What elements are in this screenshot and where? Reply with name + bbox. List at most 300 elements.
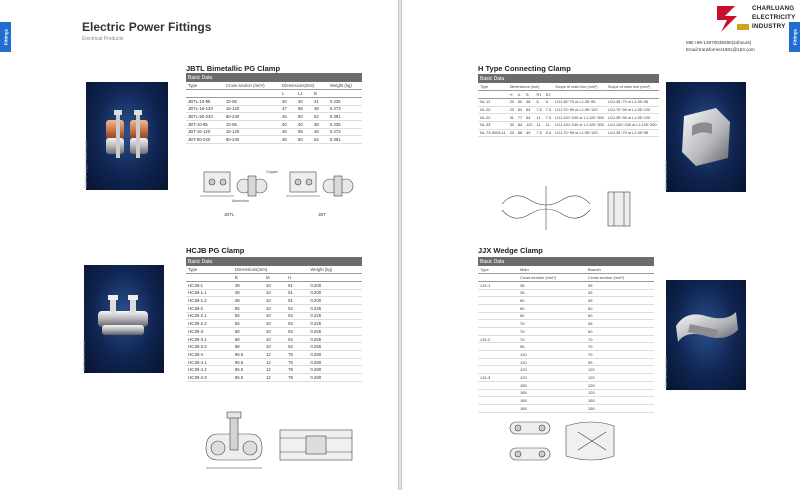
h-type-table-row-cell: 23 <box>509 130 514 135</box>
jbtl-table-row-cell: 40 <box>280 120 296 128</box>
hcjb-table-row-cell: 0.200 <box>308 297 362 305</box>
contact-phone: MB:+86-13970039280(24hours) <box>686 40 752 45</box>
hcjb-table-row-cell: 0.255 <box>308 343 362 351</box>
page-subtitle: Electrical Products <box>82 36 124 42</box>
hcjb-table-row-cell: 0.255 <box>308 335 362 343</box>
hcjb-table-row-cell: HCJB-1.1 <box>186 289 233 297</box>
jbtl-col-weight: Weight (kg) <box>328 82 362 90</box>
h-type-table-row-cell: LGJ-70~95 or LJ-95~120 <box>553 106 606 114</box>
h-type-table-row-cell: 11 <box>535 114 544 122</box>
jjx-table-row-cell: 120 <box>518 351 586 359</box>
jbtl-table-row-cell: 48 <box>312 128 328 136</box>
jbtl-spec-table <box>186 73 362 144</box>
jbtl-table-row-cell: 38 <box>312 120 328 128</box>
jjx-table-row <box>478 320 654 328</box>
h-type-col-branch: Scope of main line (mm²) <box>606 83 659 91</box>
h-type-table-row-cell: 77 <box>517 115 523 120</box>
hcjb-table-row <box>186 312 362 320</box>
jbtl-table-row-cell: 45 <box>280 113 296 121</box>
jjx-table-row <box>478 312 654 320</box>
jjx-clamp-image <box>666 280 746 390</box>
jjx-table-row-cell: 50 <box>518 312 586 320</box>
jjx-table-row <box>478 304 654 312</box>
h-type-sub-r1: R1 <box>535 91 544 99</box>
jbtl-sub-l1: L1 <box>296 90 312 98</box>
jjx-technical-drawing <box>502 412 652 478</box>
hcjb-table-row-cell: 86.5 <box>233 358 264 366</box>
jjx-table-row <box>478 343 654 351</box>
h-type-table-row-cell: 11 <box>535 121 544 129</box>
jjx-table-row <box>478 351 654 359</box>
jjx-table-row-cell: 50 <box>518 297 586 305</box>
jbtl-table-row-cell: 0.235 <box>328 97 362 105</box>
jbtl-table-row <box>186 136 362 144</box>
hcjb-table-row-cell: 75 <box>286 358 308 366</box>
jbtl-table-row-cell: 40 <box>280 97 296 105</box>
h-type-table-row-cell: 11 <box>544 121 553 129</box>
hcjb-sub-b: B <box>233 274 264 282</box>
hcjb-product-photo <box>84 265 164 373</box>
hcjb-table-row-cell: 75 <box>286 374 308 382</box>
jbtl-table-row-cell: 48 <box>312 105 328 113</box>
hcjb-table-row-cell: 10 <box>264 328 286 336</box>
jjx-table-row-cell: 150 <box>586 404 654 412</box>
jjx-basic-data-header: Basic Data <box>478 257 654 266</box>
h-type-table-row <box>478 121 659 129</box>
hcjb-table-row-cell: 10 <box>264 320 286 328</box>
hcjb-table-row-cell: 75 <box>286 366 308 374</box>
hcjb-table-row-cell: 0.280 <box>308 351 362 359</box>
jjx-table-row-cell <box>478 312 518 320</box>
jbtl-col-dimensions: Dimensions(mm) <box>280 82 328 90</box>
jbtl-rows <box>186 97 362 143</box>
h-type-table-row-cell: 49 <box>524 129 534 137</box>
hcjb-table-row <box>186 374 362 382</box>
jjx-table-row-cell: 95 <box>518 343 586 351</box>
jjx-table-row-cell <box>478 404 518 412</box>
side-tab-label: Fittings <box>3 28 8 46</box>
jjx-table-row-cell: 35 <box>586 289 654 297</box>
hcjb-table-row-cell: HCJB-1 <box>186 281 233 289</box>
hcjb-table-row-cell: 86.5 <box>233 351 264 359</box>
hcjb-table-row-cell: 48 <box>233 281 264 289</box>
h-type-table-row-cell: 48 <box>524 98 534 106</box>
h-type-sub-a: A <box>516 91 524 99</box>
right-page <box>402 0 800 490</box>
jbtl-table-row-cell: 60 <box>296 136 312 144</box>
jjx-table-row-cell: 150 <box>586 397 654 405</box>
hcjb-table-row-cell: 58 <box>233 328 264 336</box>
jjx-table-row-cell: 35 <box>518 281 586 289</box>
brand-name <box>752 5 795 31</box>
jjx-table-row-cell <box>478 328 518 336</box>
jbtl-table-row-cell: 0.391 <box>328 136 362 144</box>
hcjb-table-row <box>186 304 362 312</box>
hcjb-table-row-cell: 58 <box>233 343 264 351</box>
h-type-col-type: Type <box>478 83 508 91</box>
h-type-rows <box>478 98 659 136</box>
h-type-table-row-cell: 6 <box>535 98 544 106</box>
jjx-table-row-cell: 185 <box>518 389 586 397</box>
jjx-table-row-cell <box>478 366 518 374</box>
hcjb-table-row-cell: 10 <box>264 312 286 320</box>
jjx-table-row-cell <box>478 397 518 405</box>
jbtl-table-row-cell: 50-240 <box>224 136 280 144</box>
h-type-table-row-cell: 50 <box>517 100 523 105</box>
h-type-table-row-cell: NL-33 <box>478 121 508 129</box>
hcjb-table-row-cell: 52 <box>286 320 308 328</box>
jbtl-photo-caption: Material: Copper & Aluminium <box>84 140 88 188</box>
contact-info <box>686 40 755 53</box>
side-tab-left <box>0 22 11 52</box>
jjx-table-row <box>478 289 654 297</box>
h-type-col-dimensions: Dimensions (mm) <box>508 83 553 91</box>
jbtl-table-row-cell: 10-95 <box>224 97 280 105</box>
jbtl-col-type: Type <box>186 82 224 90</box>
jbtl-technical-drawing <box>196 168 366 220</box>
brand-line-1: CHARLUANG <box>752 5 795 12</box>
hcjb-table-row-cell: 0.280 <box>308 374 362 382</box>
hcjb-sub-h: H <box>286 274 308 282</box>
hcjb-table-row-cell: HCJB-4 <box>186 351 233 359</box>
h-type-sub-r2: R2 <box>544 91 553 99</box>
hcjb-table-row-cell: 12 <box>264 374 286 382</box>
hcjb-table-row-cell: HCJB-2.1 <box>186 312 233 320</box>
jjx-table-row-cell: 95 <box>586 358 654 366</box>
hcjb-table-row-cell: 75 <box>286 351 308 359</box>
hcjb-table-row-cell: 48 <box>233 289 264 297</box>
h-type-table-row-cell: LGJ-35~95 or LJ-95~120 <box>606 114 659 122</box>
h-type-clamp-image <box>666 82 746 192</box>
jjx-table-row-cell <box>478 289 518 297</box>
hcjb-table-row-cell: 52 <box>286 343 308 351</box>
hcjb-table-row-cell: HCJB-2.2 <box>186 320 233 328</box>
hcjb-table-row-cell: 51 <box>286 281 308 289</box>
hcjb-table-row <box>186 358 362 366</box>
jbtl-table-row-cell: 0.391 <box>328 113 362 121</box>
jjx-photo-caption: Material: Aluminium <box>664 356 668 388</box>
hcjb-table-row <box>186 343 362 351</box>
jjx-table-row <box>478 328 654 336</box>
left-page <box>0 0 398 490</box>
jbtl-table-row-cell: 16-120 <box>224 105 280 113</box>
hcjb-table-row-cell: HCJB-4.3 <box>186 374 233 382</box>
jbtl-table-row-cell: JBTL-16-120 <box>186 105 224 113</box>
h-type-product-photo <box>666 82 746 192</box>
hcjb-clamp-image <box>84 265 164 373</box>
hcjb-table-row-cell: 55 <box>233 312 264 320</box>
jjx-table-row <box>478 374 654 382</box>
hcjb-table-row-cell: 12 <box>264 358 286 366</box>
jbtl-table-row-cell: JBT-50-240 <box>186 136 224 144</box>
hcjb-table-row-cell: 55 <box>233 304 264 312</box>
jjx-table-row-cell <box>478 381 518 389</box>
h-type-table-row <box>478 114 659 122</box>
jjx-table-row-cell <box>478 304 518 312</box>
copper-label: Copper <box>266 170 278 174</box>
jjx-table-row-cell: 35 <box>586 281 654 289</box>
hcjb-table-row <box>186 366 362 374</box>
jjx-sub-main: Cross section (mm²) <box>518 274 586 282</box>
h-type-table-row <box>478 98 659 106</box>
jjx-table-row-cell: 35 <box>586 320 654 328</box>
hcjb-table-row-cell: 86.5 <box>233 374 264 382</box>
h-type-table-row <box>478 129 659 137</box>
jbtl-sub-l: L <box>280 90 296 98</box>
jjx-table-row-cell: JJX-1 <box>478 281 518 289</box>
hcjb-table-row-cell: 12 <box>264 366 286 374</box>
h-type-table-row-cell: LGJ-120~240 or LJ-120~300 <box>555 115 604 120</box>
hcjb-table-row-cell: 10 <box>264 335 286 343</box>
jjx-table-row-cell <box>478 297 518 305</box>
hcjb-table-row-cell: 10 <box>264 297 286 305</box>
hcjb-table-row-cell: 48 <box>233 297 264 305</box>
jjx-table-row-cell: 70 <box>518 335 586 343</box>
h-type-table-row <box>478 106 659 114</box>
jjx-table-row-cell <box>478 351 518 359</box>
hcjb-table-row-cell: 0.255 <box>308 328 362 336</box>
jbtl-table-row-cell: 45 <box>280 128 296 136</box>
jbtl-table-row-cell: JBT-16-120 <box>186 128 224 136</box>
jjx-rows <box>478 281 654 412</box>
hcjb-table-row-cell: 52 <box>286 304 308 312</box>
hcjb-table-row <box>186 328 362 336</box>
hcjb-table-row-cell: 58 <box>233 335 264 343</box>
side-tab-label-right: Fittings <box>792 28 797 46</box>
hcjb-table-row-cell: 0.200 <box>308 289 362 297</box>
h-type-table-row-cell: LGJ-35~70 or LJ-35~95 <box>553 98 606 106</box>
jjx-table-row-cell: 50 <box>586 312 654 320</box>
h-type-col-main: Scope of main line (mm²) <box>553 83 606 91</box>
h-type-table-row-cell: LGJ-70~95 or LJ-95~120 <box>606 106 659 114</box>
jjx-table-row-cell: 150 <box>518 381 586 389</box>
hcjb-table-row-cell: 0.200 <box>308 281 362 289</box>
h-type-table-row-cell: 6 <box>544 98 553 106</box>
h-type-table-row-cell: 7.5 <box>545 115 552 120</box>
jjx-col-branch: Branch <box>586 266 654 274</box>
h-type-table-row-cell: NL-22 <box>478 114 508 122</box>
h-type-table-row-cell: NL-11 <box>478 98 508 106</box>
hcjb-table-row-cell: HCJB-3.2 <box>186 343 233 351</box>
hcjb-table-row-cell: 0.225 <box>308 312 362 320</box>
jbtl-table-row-cell: 10-95 <box>224 120 280 128</box>
hcjb-col-type: Type <box>186 266 233 274</box>
hcjb-table-row-cell: 10 <box>264 289 286 297</box>
jbtl-table-row-cell: 40 <box>296 120 312 128</box>
h-type-table-row-cell: 7.5 <box>536 130 542 135</box>
jbtl-title: JBTL Bimetallic PG Clamp <box>186 64 281 73</box>
jbtl-table-row-cell: 62 <box>312 136 328 144</box>
jjx-table-row-cell: 50 <box>586 328 654 336</box>
hcjb-rows <box>186 281 362 381</box>
jjx-table-row-cell: JJX-3 <box>478 374 518 382</box>
jjx-table-row-cell: 120 <box>586 374 654 382</box>
hcjb-sub-m: M <box>264 274 286 282</box>
hcjb-table-row-cell: 86.5 <box>233 366 264 374</box>
jjx-table-row <box>478 397 654 405</box>
jjx-table-row-cell: 120 <box>586 389 654 397</box>
h-type-table-row-cell: LGJ-35~70 or LJ-35~95 <box>606 129 659 137</box>
hcjb-photo-caption: Material: Aluminium <box>82 339 86 371</box>
h-type-table-row-cell: LGJ-120~240 or LJ-120~300 <box>607 123 657 128</box>
jbtl-table-row-cell: 0.273 <box>328 128 362 136</box>
jjx-table-row-cell: 70 <box>586 335 654 343</box>
h-type-table-row-cell: 23 <box>509 107 514 112</box>
brand-line-2: ELECTRICITY <box>752 13 796 21</box>
aluminium-label: Aluminium <box>232 199 249 203</box>
jbtl-table-row-cell: 50-240 <box>224 113 280 121</box>
h-type-table-row-cell: 31 <box>509 115 514 120</box>
jbtl-table-row-cell: 16-120 <box>224 128 280 136</box>
jbtl-table-row-cell: 0.235 <box>328 120 362 128</box>
contact-email: Email:transformer1981@163.com <box>686 46 755 52</box>
jjx-product-photo <box>666 280 746 390</box>
hcjb-table-row-cell: 12 <box>264 351 286 359</box>
jjx-table-row-cell <box>478 343 518 351</box>
jbtl-table-row <box>186 120 362 128</box>
h-type-table-row-cell: 64 <box>524 106 534 114</box>
h-type-table-row-cell: 20 <box>509 100 514 105</box>
h-type-table-row-cell: 6.5 <box>545 130 552 135</box>
jjx-table-row-cell: 120 <box>586 381 654 389</box>
hcjb-col-dimensions: Dimensions(mm) <box>233 266 309 274</box>
hcjb-table-row-cell: 0.225 <box>308 320 362 328</box>
jjx-table-row-cell: 120 <box>518 358 586 366</box>
h-type-table-row-cell: LGJ-120~240 or LJ-120~300 <box>555 123 604 128</box>
jbtl-table-row-cell: 55 <box>296 105 312 113</box>
jjx-table-row-cell: 35 <box>586 297 654 305</box>
jbtl-table-row <box>186 113 362 121</box>
jjx-table-row-cell: 120 <box>518 374 586 382</box>
h-type-table-row-cell: 7.5 <box>536 107 542 112</box>
hcjb-col-weight: Weight (kg) <box>308 266 362 274</box>
page-title: Electric Power Fittings <box>82 20 212 34</box>
hcjb-table-row-cell: 52 <box>286 312 308 320</box>
hcjb-table-row-cell: HCJB-2 <box>186 304 233 312</box>
jbtl-drawing-label: JBTL <box>224 212 235 217</box>
jjx-table-row-cell: 120 <box>518 366 586 374</box>
jbtl-table-row <box>186 97 362 105</box>
hcjb-table-row-cell: HCJB-1.2 <box>186 297 233 305</box>
jjx-table-row <box>478 389 654 397</box>
jbtl-table-row-cell: 62 <box>312 113 328 121</box>
hcjb-table-row-cell: 51 <box>286 289 308 297</box>
jbtl-table-row-cell: 40 <box>296 97 312 105</box>
jjx-col-type: Type <box>478 266 518 274</box>
jbtl-table-row-cell: JBTL-10-95 <box>186 97 224 105</box>
h-type-table-row-cell: 64 <box>524 114 534 122</box>
jbtl-product-photo <box>86 82 168 190</box>
jjx-table-row-cell: 70 <box>586 343 654 351</box>
jjx-spec-table <box>478 257 654 413</box>
hcjb-table-row <box>186 320 362 328</box>
hcjb-table-row <box>186 289 362 297</box>
jbtl-table-row-cell: 0.273 <box>328 105 362 113</box>
hcjb-table-row-cell: 52 <box>286 335 308 343</box>
h-type-table-row-cell: 84 <box>517 123 523 128</box>
jbtl-table-row <box>186 105 362 113</box>
jbtl-table-row-cell: JBTL-50-240 <box>186 113 224 121</box>
h-type-technical-drawing <box>492 180 672 236</box>
h-type-sub-h: H <box>508 91 516 99</box>
hcjb-table-row-cell: HCJB-4.2 <box>186 366 233 374</box>
hcjb-table-row-cell: HCJB-3.1 <box>186 335 233 343</box>
brand-line-3: INDUSTRY <box>752 22 786 30</box>
h-type-basic-data-header: Basic Data <box>478 74 659 83</box>
h-type-table-row-cell: 120 <box>526 123 533 128</box>
jbtl-table-row-cell: 47 <box>280 105 296 113</box>
hcjb-technical-drawing <box>196 408 376 476</box>
h-type-spec-table <box>478 74 659 137</box>
jjx-table-row <box>478 381 654 389</box>
jjx-table-row-cell: 70 <box>586 351 654 359</box>
jjx-table-row-cell: 70 <box>518 320 586 328</box>
jbtl-table-row-cell: 55 <box>296 128 312 136</box>
jjx-table-row <box>478 404 654 412</box>
hcjb-table-row-cell: 0.280 <box>308 358 362 366</box>
h-type-title: H Type Connecting Clamp <box>478 64 571 73</box>
jbtl-table-row-cell: JBT-10-95 <box>186 120 224 128</box>
jbtl-table-row-cell: 45 <box>280 136 296 144</box>
hcjb-table-row-cell: 10 <box>264 281 286 289</box>
hcjb-table-row-cell: 52 <box>286 328 308 336</box>
hcjb-table-row-cell: HCJB-4.1 <box>186 358 233 366</box>
jjx-table-row-cell: 120 <box>586 366 654 374</box>
h-type-table-row-cell: LGJ-70~95 or LJ-95~120 <box>553 129 606 137</box>
h-type-table-row-cell: 32 <box>509 123 514 128</box>
jjx-table-row-cell <box>478 320 518 328</box>
hcjb-table-row-cell: 0.280 <box>308 366 362 374</box>
hcjb-table-row-cell: 51 <box>286 297 308 305</box>
jjx-title: JJX Wedge Clamp <box>478 246 543 255</box>
jbt-drawing-label: JBT <box>318 212 327 217</box>
jjx-table-row <box>478 297 654 305</box>
hcjb-table-row-cell: 10 <box>264 304 286 312</box>
company-logo <box>713 4 751 34</box>
jjx-col-main: Main <box>518 266 586 274</box>
jbtl-table-row-cell: 60 <box>296 113 312 121</box>
jjx-table-row <box>478 281 654 289</box>
h-type-table-row-cell: NL-20 <box>478 106 508 114</box>
h-type-table-row-cell: 64 <box>517 107 523 112</box>
hcjb-table-row-cell: HCJB-3 <box>186 328 233 336</box>
jbtl-clamp-image <box>86 82 168 190</box>
hcjb-table-row-cell: 55 <box>233 320 264 328</box>
jbtl-col-cross-section: Cross section (mm²) <box>224 82 280 90</box>
jjx-table-row-cell <box>478 389 518 397</box>
jjx-table-row-cell: 185 <box>518 397 586 405</box>
jjx-table-row-cell <box>478 358 518 366</box>
hcjb-basic-data-header: Basic Data <box>186 257 362 266</box>
jjx-table-row <box>478 335 654 343</box>
jjx-table-row-cell: JJX-2 <box>478 335 518 343</box>
h-type-table-row-cell: NL-7X-9009-11 <box>480 130 506 135</box>
jbtl-table-row <box>186 128 362 136</box>
hcjb-title: HCJB PG Clamp <box>186 246 245 255</box>
jjx-table-row-cell: 185 <box>518 404 586 412</box>
jbtl-basic-data-header: Basic Data <box>186 73 362 82</box>
h-type-sub-b: B <box>524 91 534 99</box>
jjx-table-row-cell: 35 <box>518 289 586 297</box>
jbtl-sub-b: B <box>312 90 328 98</box>
hcjb-spec-table <box>186 257 362 382</box>
hcjb-table-row-cell: 0.225 <box>308 304 362 312</box>
jjx-table-row <box>478 358 654 366</box>
jbtl-table-row-cell: 41 <box>312 97 328 105</box>
hcjb-table-row-cell: 10 <box>264 343 286 351</box>
h-type-table-row-cell: 68 <box>517 130 523 135</box>
jjx-table-row-cell: 70 <box>518 328 586 336</box>
